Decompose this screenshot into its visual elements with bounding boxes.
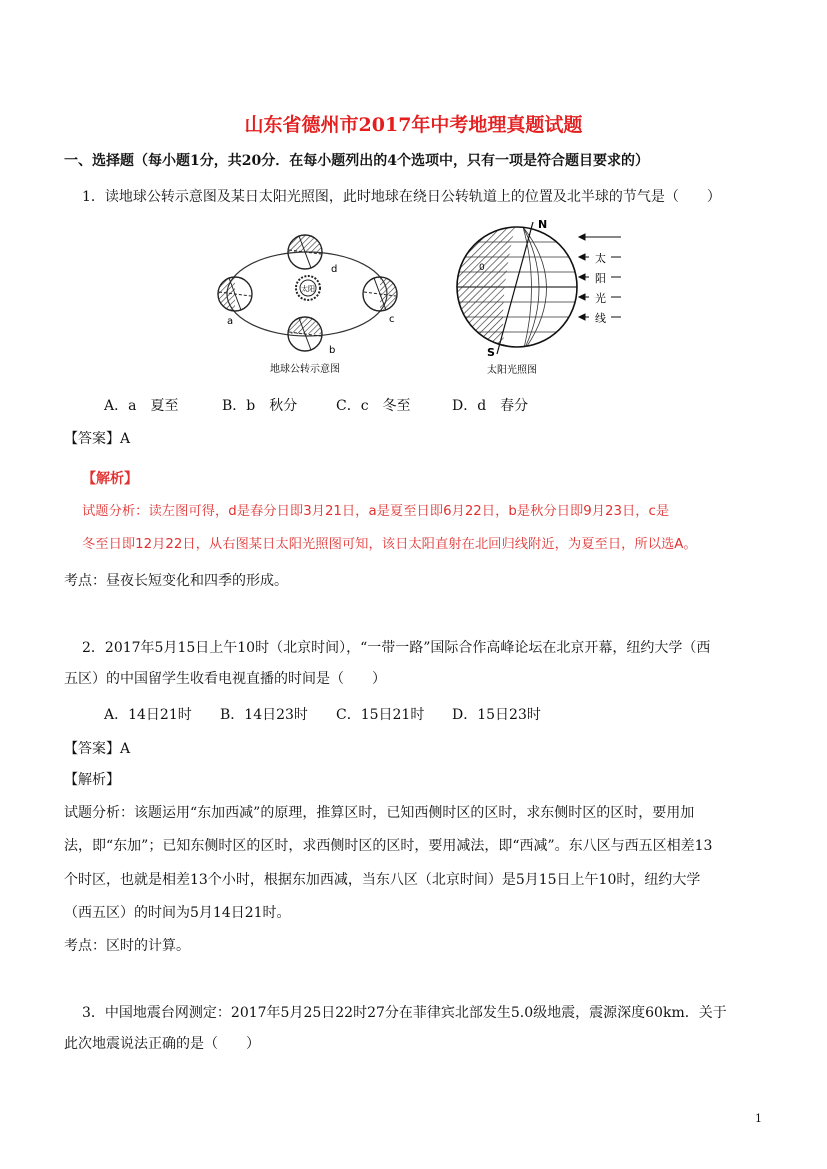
q1-analysis-label: 【解析】 (82, 471, 138, 487)
label-b: b (329, 345, 336, 356)
sun-label: 太阳 (301, 285, 315, 293)
q1-option-a[interactable]: A．a 夏至 (104, 398, 179, 414)
sunlight-caption: 太阳光照图 (487, 365, 537, 376)
q2-answer: 【答案】A (64, 741, 131, 757)
earth-b (288, 317, 322, 351)
sun-char-2: 阳 (595, 272, 606, 285)
label-d: d (331, 264, 338, 275)
q1-answer: 【答案】A (64, 431, 131, 447)
sun-char-4: 线 (595, 312, 606, 325)
q1-options (104, 395, 664, 415)
q1-stem: 1．读地球公转示意图及某日太阳光照图，此时地球在绕日公转轨道上的位置及北半球的节气是（ ） (82, 189, 721, 205)
q1-analysis-line2: 冬至日即12月22日，从右图某日太阳光照图可知，该日太阳直射在北回归线附近，为夏至日，所以选A。 (82, 537, 697, 552)
label-a: a (227, 316, 234, 327)
earth-c (363, 277, 397, 311)
q2-analysis-line1: 试题分析：该题运用“东加西减”的原理，推算区时，已知西侧时区的区时，求东侧时区的区时，要用加 (64, 805, 695, 821)
q2-stem-line1: 2．2017年5月15日上午10时（北京时间），“一带一路”国际合作高峰论坛在北京开幕，纽约大学（西 (82, 640, 711, 656)
q2-option-c[interactable]: C．15日21时 (336, 707, 425, 723)
q2-analysis-line4: （西五区）的时间为5月14日21时。 (64, 905, 291, 921)
label-c: c (389, 314, 395, 325)
page-number: 1 (755, 1112, 762, 1125)
orbit-diagram (205, 222, 410, 377)
page-title: 山东省德州市2017年中考地理真题试题 (244, 114, 583, 136)
q2-analysis-line3: 个时区，也就是相差13个小时，根据东加西减，当东八区（北京时间）是5月15日上午10时，纽约大学 (64, 872, 701, 888)
q2-analysis-line2: 法，即“东加”；已知东侧时区的区时，求西侧时区的区时，要用减法，即“西减”。东八区与西五区相差13 (64, 838, 713, 854)
q2-options (104, 704, 604, 724)
q1-option-b[interactable]: B．b 秋分 (222, 398, 298, 414)
q1-option-d[interactable]: D．d 春分 (452, 398, 529, 414)
q3-stem-line1: 3．中国地震台网测定：2017年5月25日22时27分在菲律宾北部发生5.0级地震，震源深度60km．关于 (82, 1005, 727, 1021)
q2-analysis-label: 【解析】 (64, 772, 120, 788)
q2-stem-line2: 五区）的中国留学生收看电视直播的时间是（ ） (64, 671, 386, 687)
q1-option-c[interactable]: C．c 冬至 (336, 398, 411, 414)
sun-icon (296, 276, 320, 300)
q1-point: 考点：昼夜长短变化和四季的形成。 (64, 573, 288, 589)
earth-a (218, 277, 252, 311)
q1-analysis-line1: 试题分析：读左图可得，d是春分日即3月21日，a是夏至日即6月22日，b是秋分日即9月23日，c是 (82, 504, 670, 519)
s-label: S (487, 346, 495, 359)
n-label: N (538, 218, 548, 231)
sun-char-1: 太 (595, 252, 606, 265)
earth-d (288, 235, 322, 269)
o-label: 0 (479, 263, 485, 273)
q3-stem-line2: 此次地震说法正确的是（ ） (64, 1036, 260, 1052)
sun-char-3: 光 (595, 292, 606, 305)
q2-point: 考点：区时的计算。 (64, 938, 190, 954)
section-heading: 一、选择题（每小题1分，共20分．在每小题列出的4个选项中，只有一项是符合题目要求的） (64, 153, 649, 169)
orbit-caption: 地球公转示意图 (270, 364, 340, 375)
q2-option-b[interactable]: B．14日23时 (220, 707, 308, 723)
sunlight-diagram (445, 212, 635, 382)
q2-option-d[interactable]: D．15日23时 (452, 707, 541, 723)
q2-option-a[interactable]: A．14日21时 (104, 707, 192, 723)
